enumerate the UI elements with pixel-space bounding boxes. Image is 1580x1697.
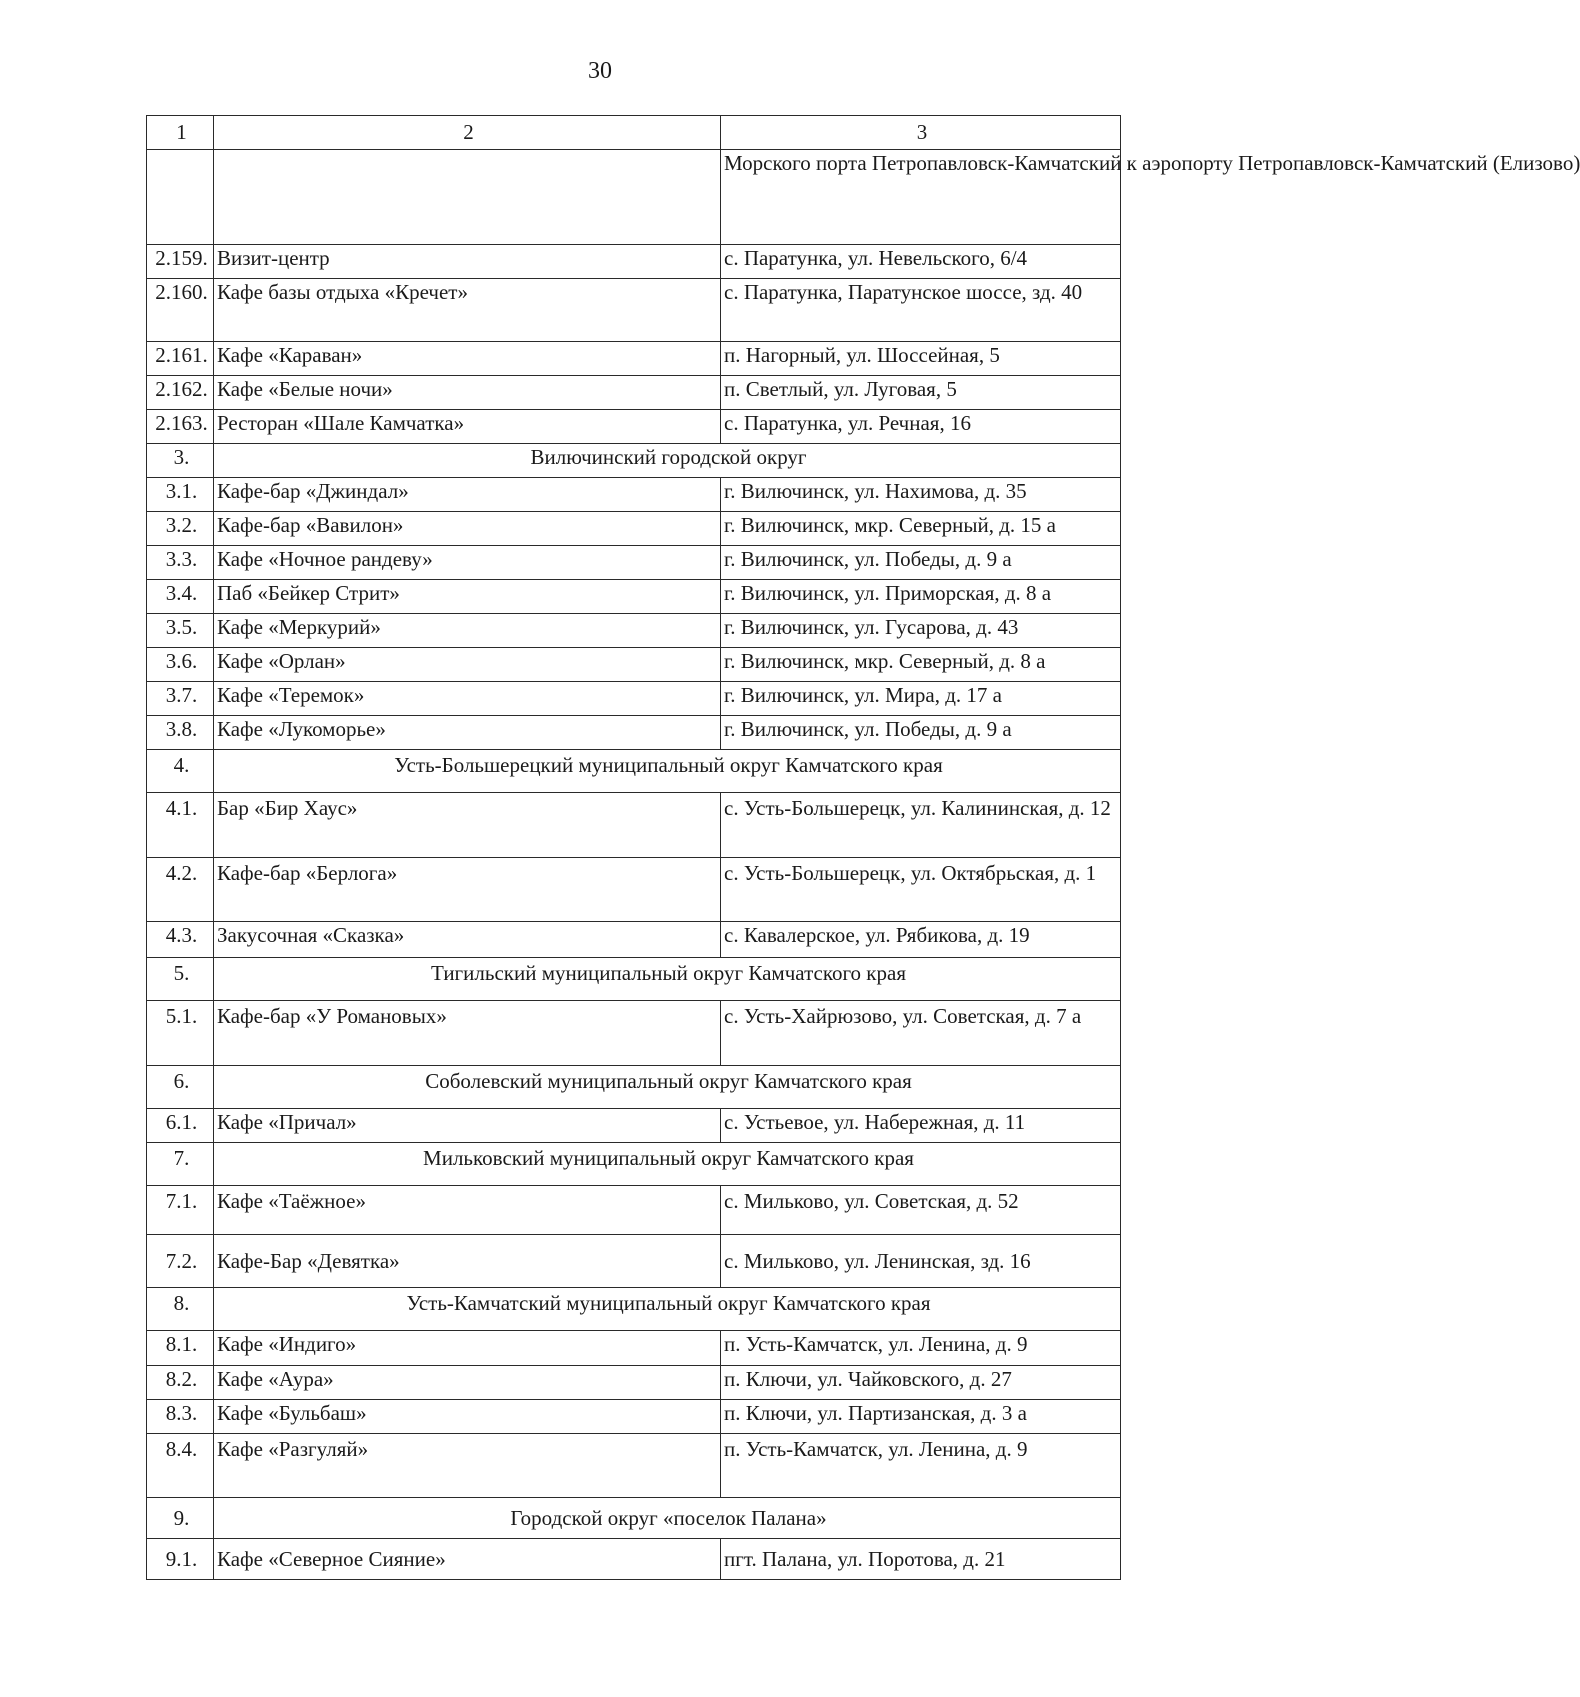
row-number: 2.163. [147, 410, 214, 444]
establishment-name: Кафе «Орлан» [214, 648, 721, 682]
establishment-name: Кафе-бар «Берлога» [214, 858, 721, 922]
establishment-address: с. Мильково, ул. Советская, д. 52 [721, 1186, 1121, 1235]
establishment-address: с. Паратунка, ул. Невельского, 6/4 [721, 245, 1121, 279]
table-row [147, 1400, 1121, 1434]
establishment-address: п. Ключи, ул. Партизанская, д. 3 а [721, 1400, 1121, 1434]
establishment-address: г. Вилючинск, ул. Победы, д. 9 а [721, 716, 1121, 750]
row-number: 6.1. [147, 1109, 214, 1143]
table-row [147, 1434, 1121, 1498]
establishment-address: с. Усть-Большерецк, ул. Октябрьская, д. 1 [721, 858, 1121, 922]
establishment-name: Кафе «Разгуляй» [214, 1434, 721, 1498]
row-number: 7.1. [147, 1186, 214, 1235]
row-number: 3.1. [147, 478, 214, 512]
establishment-name: Кафе «Лукоморье» [214, 716, 721, 750]
row-number: 8.4. [147, 1434, 214, 1498]
section-title: Городской округ «поселок Палана» [214, 1498, 1121, 1539]
establishment-address: с. Мильково, ул. Ленинская, зд. 16 [721, 1235, 1121, 1288]
establishment-name: Кафе «Причал» [214, 1109, 721, 1143]
establishment-name: Закусочная «Сказка» [214, 922, 721, 958]
section-title: Мильковский муниципальный округ Камчатского края [214, 1143, 1121, 1186]
establishment-address: с. Кавалерское, ул. Рябикова, д. 19 [721, 922, 1121, 958]
table-row [147, 793, 1121, 858]
establishment-address: с. Усть-Хайрюзово, ул. Советская, д. 7 а [721, 1001, 1121, 1066]
table-row [147, 245, 1121, 279]
row-number: 8.2. [147, 1366, 214, 1400]
establishment-name: Кафе базы отдыха «Кречет» [214, 279, 721, 342]
table-row [147, 922, 1121, 958]
establishment-name: Кафе «Индиго» [214, 1331, 721, 1366]
table-row [147, 614, 1121, 648]
table-row [147, 716, 1121, 750]
table-row [147, 1109, 1121, 1143]
section-number: 3. [147, 444, 214, 478]
row-number: 9.1. [147, 1539, 214, 1580]
page-number: 30 [588, 58, 612, 84]
row-number: 4.1. [147, 793, 214, 858]
section-title: Соболевский муниципальный округ Камчатского края [214, 1066, 1121, 1109]
section-number: 4. [147, 750, 214, 793]
row-number: 8.1. [147, 1331, 214, 1366]
section-row [147, 958, 1121, 1001]
table-row [147, 376, 1121, 410]
establishment-name: Кафе «Северное Сияние» [214, 1539, 721, 1580]
establishment-address: г. Вилючинск, ул. Гусарова, д. 43 [721, 614, 1121, 648]
continuation-name-cell [214, 150, 721, 245]
establishment-name: Кафе «Ночное рандеву» [214, 546, 721, 580]
section-row [147, 1498, 1121, 1539]
section-row [147, 1288, 1121, 1331]
row-number: 4.3. [147, 922, 214, 958]
section-number: 8. [147, 1288, 214, 1331]
establishment-address: с. Паратунка, Паратунское шоссе, зд. 40 [721, 279, 1121, 342]
establishment-name: Бар «Бир Хаус» [214, 793, 721, 858]
table-row [147, 682, 1121, 716]
establishment-address: г. Вилючинск, ул. Нахимова, д. 35 [721, 478, 1121, 512]
row-number: 3.2. [147, 512, 214, 546]
section-number: 7. [147, 1143, 214, 1186]
row-number: 3.4. [147, 580, 214, 614]
establishment-address: г. Вилючинск, ул. Мира, д. 17 а [721, 682, 1121, 716]
row-number: 3.6. [147, 648, 214, 682]
establishment-name: Ресторан «Шале Камчатка» [214, 410, 721, 444]
establishment-address: г. Вилючинск, ул. Приморская, д. 8 а [721, 580, 1121, 614]
section-title: Усть-Камчатский муниципальный округ Камчатского края [214, 1288, 1121, 1331]
table-row [147, 546, 1121, 580]
row-number: 8.3. [147, 1400, 214, 1434]
establishment-address: п. Нагорный, ул. Шоссейная, 5 [721, 342, 1121, 376]
continuation-address-cell: Морского порта Петропавловск-Камчатский к аэропорту Петропавловск-Камчатский (Елизово) [721, 150, 1121, 245]
row-number: 2.159. [147, 245, 214, 279]
table-row [147, 478, 1121, 512]
establishment-name: Кафе «Караван» [214, 342, 721, 376]
row-number: 2.162. [147, 376, 214, 410]
table-row [147, 512, 1121, 546]
row-number: 7.2. [147, 1235, 214, 1288]
establishment-name: Кафе «Аура» [214, 1366, 721, 1400]
establishment-address: п. Усть-Камчатск, ул. Ленина, д. 9 [721, 1331, 1121, 1366]
establishment-name: Кафе «Таёжное» [214, 1186, 721, 1235]
row-number: 3.3. [147, 546, 214, 580]
table-row [147, 1366, 1121, 1400]
table-row [147, 342, 1121, 376]
column-header-3: 3 [721, 116, 1121, 150]
section-row [147, 444, 1121, 478]
establishment-address: г. Вилючинск, мкр. Северный, д. 15 а [721, 512, 1121, 546]
table-row-continuation [147, 150, 1121, 245]
establishment-name: Кафе «Бульбаш» [214, 1400, 721, 1434]
table-row [147, 279, 1121, 342]
establishment-name: Визит-центр [214, 245, 721, 279]
column-header-1: 1 [147, 116, 214, 150]
section-title: Тигильский муниципальный округ Камчатского края [214, 958, 1121, 1001]
table-row [147, 1001, 1121, 1066]
section-number: 6. [147, 1066, 214, 1109]
column-header-2: 2 [214, 116, 721, 150]
establishment-address: г. Вилючинск, мкр. Северный, д. 8 а [721, 648, 1121, 682]
row-number: 3.8. [147, 716, 214, 750]
establishment-name: Кафе «Белые ночи» [214, 376, 721, 410]
row-number: 4.2. [147, 858, 214, 922]
establishment-name: Кафе-бар «Джиндал» [214, 478, 721, 512]
establishment-address: г. Вилючинск, ул. Победы, д. 9 а [721, 546, 1121, 580]
establishment-address: п. Усть-Камчатск, ул. Ленина, д. 9 [721, 1434, 1121, 1498]
establishment-address: с. Устьевое, ул. Набережная, д. 11 [721, 1109, 1121, 1143]
table-header-row [147, 116, 1121, 150]
establishment-address: пгт. Палана, ул. Поротова, д. 21 [721, 1539, 1121, 1580]
establishment-address: п. Ключи, ул. Чайковского, д. 27 [721, 1366, 1121, 1400]
establishment-name: Кафе-бар «Вавилон» [214, 512, 721, 546]
establishment-name: Кафе-Бар «Девятка» [214, 1235, 721, 1288]
establishment-name: Кафе «Теремок» [214, 682, 721, 716]
establishment-name: Паб «Бейкер Стрит» [214, 580, 721, 614]
table-row [147, 1235, 1121, 1288]
continuation-num-cell [147, 150, 214, 245]
row-number: 2.161. [147, 342, 214, 376]
section-title: Вилючинский городской округ [214, 444, 1121, 478]
table-row [147, 858, 1121, 922]
section-title: Усть-Большерецкий муниципальный округ Камчатского края [214, 750, 1121, 793]
table-row [147, 580, 1121, 614]
table-row [147, 1539, 1121, 1580]
registry-table [146, 115, 1580, 1580]
section-row [147, 750, 1121, 793]
establishment-address: п. Светлый, ул. Луговая, 5 [721, 376, 1121, 410]
establishment-address: с. Усть-Большерецк, ул. Калининская, д. 12 [721, 793, 1121, 858]
table-row [147, 1331, 1121, 1366]
row-number: 3.5. [147, 614, 214, 648]
table-row [147, 648, 1121, 682]
row-number: 2.160. [147, 279, 214, 342]
table-row [147, 410, 1121, 444]
establishment-name: Кафе «Меркурий» [214, 614, 721, 648]
section-row [147, 1066, 1121, 1109]
section-number: 5. [147, 958, 214, 1001]
establishment-name: Кафе-бар «У Романовых» [214, 1001, 721, 1066]
table-row [147, 1186, 1121, 1235]
row-number: 3.7. [147, 682, 214, 716]
row-number: 5.1. [147, 1001, 214, 1066]
establishment-address: с. Паратунка, ул. Речная, 16 [721, 410, 1121, 444]
section-number: 9. [147, 1498, 214, 1539]
section-row [147, 1143, 1121, 1186]
